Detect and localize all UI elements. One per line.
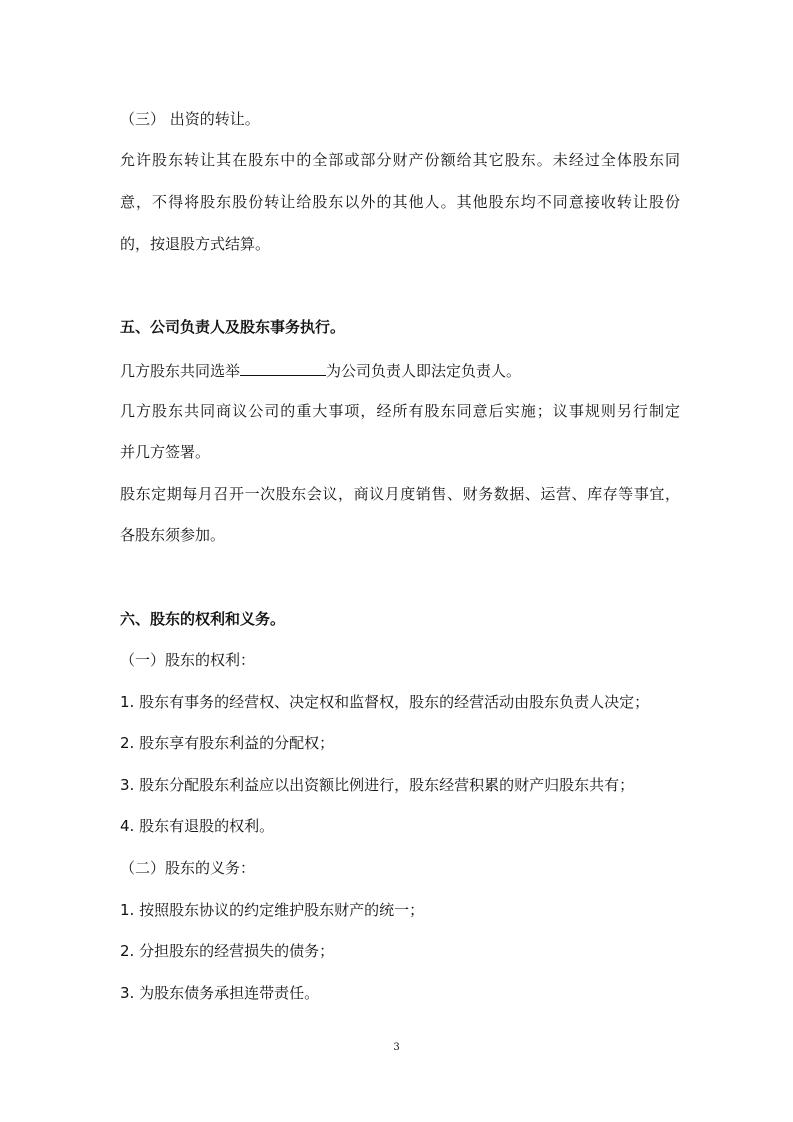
section-three-paragraph-line: 的，按退股方式结算。 [120,235,271,253]
shareholder-meeting-line: 各股东须参加。 [120,526,226,544]
election-after-blank-text: 为公司负责人即法定负责人。 [326,362,522,380]
major-matters-line: 并几方签署。 [120,443,211,461]
major-matters-line: 几方股东共同商议公司的重大事项，经所有股东同意后实施；议事规则另行制定 [120,402,680,420]
shareholder-meeting-line: 股东定期每月召开一次股东会议，商议月度销售、财务数据、运营、库存等事宜， [120,485,680,503]
rights-list-item: 4. 股东有退股的权利。 [120,817,275,835]
rights-heading: （一）股东的权利： [120,651,256,669]
duties-heading: （二）股东的义务： [120,859,256,877]
duties-list-item: 2. 分担股东的经营损失的债务； [120,942,335,960]
section-six-heading: 六、股东的权利和义务。 [120,610,286,628]
section-three-paragraph-line: 允许股东转让其在股东中的全部或部分财产份额给其它股东。未经过全体股东同 [120,151,680,169]
election-before-blank-text: 几方股东共同选举 [120,362,241,380]
page-number: 3 [393,1042,400,1053]
responsible-person-blank [240,359,326,376]
rights-list-item: 2. 股东享有股东利益的分配权； [120,734,335,752]
section-three-heading: （三） 出资的转让。 [120,110,260,128]
election-line [120,359,680,381]
section-three-paragraph-line: 意，不得将股东股份转让给股东以外的其他人。其他股东均不同意接收转让股份 [120,193,680,211]
rights-list-item: 3. 股东分配股东利益应以出资额比例进行，股东经营积累的财产归股东共有； [120,776,635,794]
section-five-heading: 五、公司负责人及股东事务执行。 [120,318,346,336]
rights-list-item: 1. 股东有事务的经营权、决定权和监督权，股东的经营活动由股东负责人决定； [120,693,650,711]
duties-list-item: 3. 为股东债务承担连带责任。 [120,984,320,1002]
duties-list-item: 1. 按照股东协议的约定维护股东财产的统一； [120,901,425,919]
